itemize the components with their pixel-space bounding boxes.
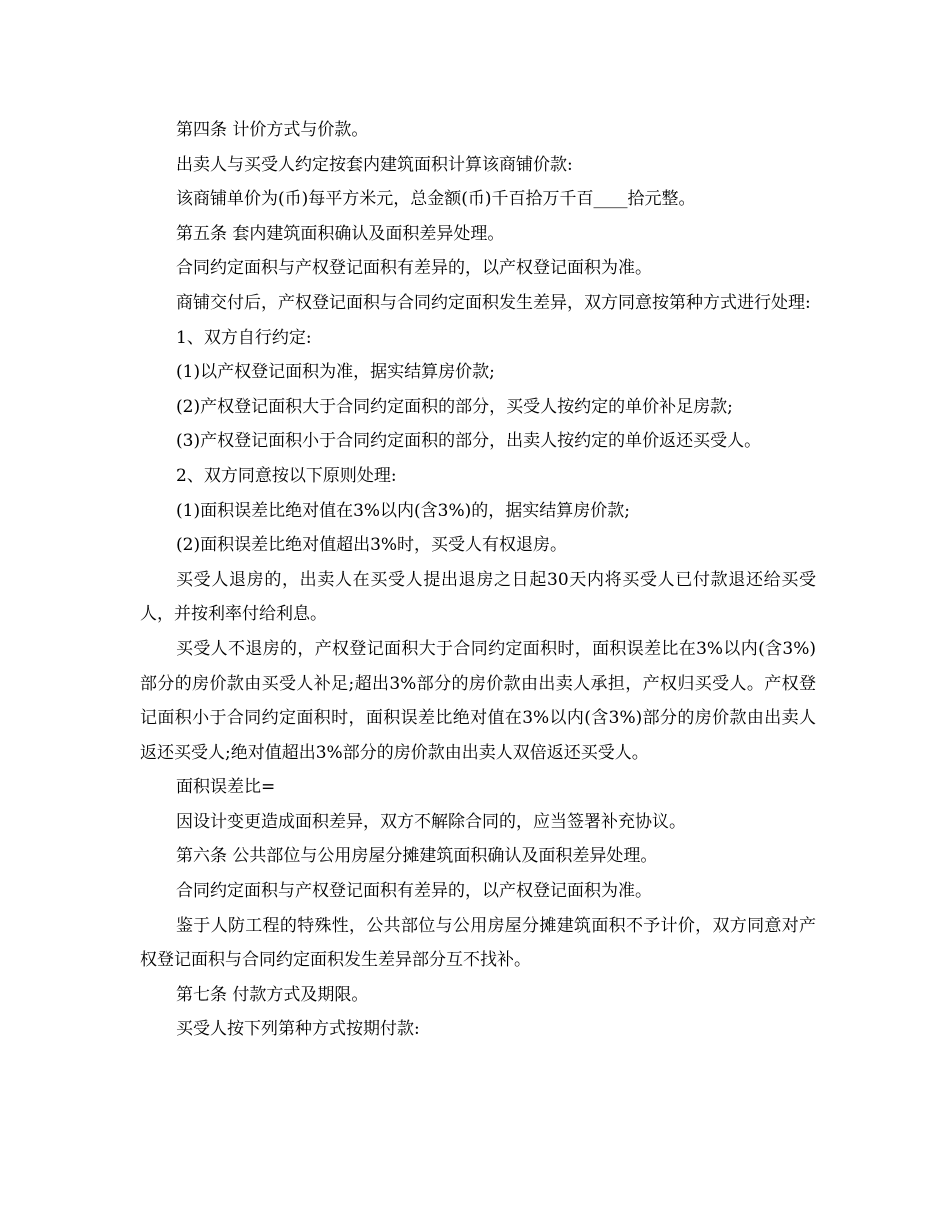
paragraph-unit-price: 该商铺单价为(币)每平方米元，总金额(币)千百拾万千百____拾元整。 [176,189,696,210]
paragraph-option-2-item-1: (1)面积误差比绝对值在3%以内(含3%)的，据实结算房价款; [176,500,631,521]
paragraph-payment-method: 买受人按下列第种方式按期付款: [176,1019,420,1040]
paragraph-article-5-heading: 第五条 套内建筑面积确认及面积差异处理。 [176,223,505,244]
paragraph-option-1: 1、双方自行约定: [176,327,312,348]
paragraph-shared-area-rule: 合同约定面积与产权登记面积有差异的，以产权登记面积为准。 [176,881,652,902]
paragraph-option-2: 2、双方同意按以下原则处理: [176,465,397,486]
paragraph-refund-terms: 买受人退房的，出卖人在买受人提出退房之日起30天内将买受人已付款退还给买受人，并按利率付给利息。 [140,569,816,625]
paragraph-article-4-heading: 第四条 计价方式与价款。 [176,120,369,140]
paragraph-option-1-item-1: (1)以产权登记面积为准，据实结算房价款; [176,362,495,383]
paragraph-no-return-terms: 买受人不退房的，产权登记面积大于合同约定面积时，面积误差比在3%以内(含3%)部分的房价款由买受人补足;超出3%部分的房价款由出卖人承担，产权归买受人。产权登记面积小于合同约定面积时，面积误差比绝对值在3%以内(含3%)部分的房价款由出卖人返还买受人;绝对值超出3%部分的房价款由出卖人双倍返还买受人。 [140,638,816,763]
paragraph-article-6-heading: 第六条 公共部位与公用房屋分摊建筑面积确认及面积差异处理。 [176,846,658,867]
paragraph-option-2-item-2: (2)面积误差比绝对值超出3%时，买受人有权退房。 [176,535,568,556]
paragraph-design-change: 因设计变更造成面积差异，双方不解除合同的，应当签署补充协议。 [176,811,686,832]
paragraph-civil-defense: 鉴于人防工程的特殊性，公共部位与公用房屋分摊建筑面积不予计价，双方同意对产权登记面积与合同约定面积发生差异部分互不找补。 [140,915,816,971]
document-body [140,113,816,1047]
paragraph-option-1-item-2: (2)产权登记面积大于合同约定面积的部分，买受人按约定的单价补足房款; [176,396,733,417]
paragraph-option-1-item-3: (3)产权登记面积小于合同约定面积的部分，出卖人按约定的单价返还买受人。 [176,431,762,452]
paragraph-area-difference-rule: 合同约定面积与产权登记面积有差异的，以产权登记面积为准。 [176,258,652,279]
paragraph-pricing-agreement: 出卖人与买受人约定按套内建筑面积计算该商铺价款: [176,154,573,175]
paragraph-article-7-heading: 第七条 付款方式及期限。 [176,984,369,1005]
paragraph-delivery-handling: 商铺交付后，产权登记面积与合同约定面积发生差异，双方同意按第种方式进行处理: [176,292,811,313]
paragraph-area-error-ratio: 面积误差比= [176,777,276,798]
